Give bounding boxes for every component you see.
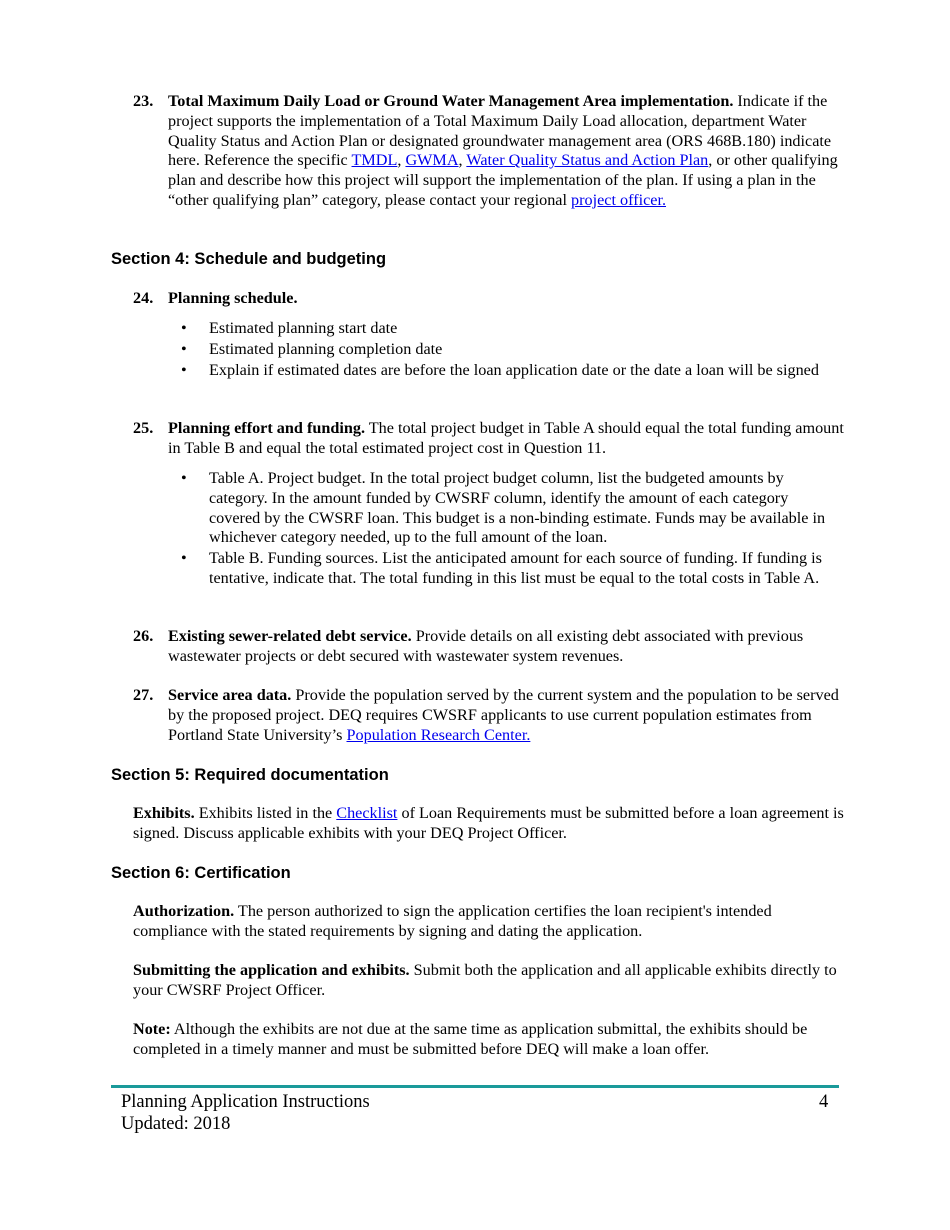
list-item — [168, 361, 828, 381]
question-text: Indicate if the project supports the implementation of a Total Maximum Daily Load allocation, department Water Quality Status and Action Plan or designated groundwater management area (ORS 468B.180) indicate here. Reference the specific — [168, 92, 832, 170]
list-item-text: Explain if estimated dates are before the loan application date or the date a loan will be signed — [209, 360, 819, 379]
list-item — [168, 319, 828, 339]
list-item-text: Table A. Project budget. In the total project budget column, list the budgeted amounts by category. In the amount funded by CWSRF column, identify the amount of each category covered by the CWSRF loan. This budget is a non-binding estimate. Funds may be available in whichever category needed, up to the full amount of the loan. — [209, 469, 826, 547]
question-number: 27. — [133, 686, 154, 704]
paragraph-title: Authorization. — [133, 902, 235, 920]
question-title: Existing sewer-related debt service. — [168, 627, 412, 645]
question-number: 24. — [133, 289, 154, 307]
question-25 — [133, 419, 845, 459]
submitting-paragraph — [133, 961, 845, 1001]
question-number: 23. — [133, 92, 154, 110]
footer-divider — [111, 1085, 839, 1088]
question-title: Planning schedule. — [168, 289, 298, 307]
paragraph-text: Although the exhibits are not due at the same time as application submittal, the exhibits should be completed in a timely manner and must be submitted before DEQ will make a loan offer. — [133, 1020, 808, 1058]
exhibits-paragraph — [133, 804, 845, 844]
authorization-paragraph — [133, 902, 845, 942]
bullet-icon: • — [181, 360, 187, 379]
separator: , — [397, 151, 406, 170]
question-text: , or other qualifying plan and describe how this project will support the implementation of the plan. If using a plan in the “other qualifying plan” category, please contact your regional — [168, 151, 838, 209]
list-item-text: Estimated planning completion date — [209, 339, 443, 358]
list-item-text: Estimated planning start date — [209, 319, 398, 337]
project-officer-link[interactable]: project officer. — [571, 190, 667, 209]
question-text: The total project budget in Table A should equal the total funding amount in Table B and equal the total estimated project cost in Question 11. — [168, 419, 844, 457]
question-27 — [133, 686, 845, 745]
question-text: Provide details on all existing debt associated with previous wastewater projects or debt secured with wastewater system revenues. — [168, 627, 804, 665]
funding-bullet-list — [168, 469, 828, 589]
section-6-heading: Section 6: Certification — [111, 864, 291, 882]
list-item — [168, 340, 828, 360]
section-4-heading: Section 4: Schedule and budgeting — [111, 250, 387, 268]
bullet-icon: • — [181, 469, 187, 487]
question-number: 26. — [133, 627, 154, 645]
separator: , — [458, 151, 467, 170]
question-24 — [133, 289, 845, 309]
bullet-icon: • — [181, 549, 187, 568]
population-research-center-link[interactable]: Population Research Center. — [346, 725, 531, 744]
question-title: Service area data. — [168, 686, 292, 704]
list-item — [168, 549, 828, 589]
question-body — [168, 92, 845, 211]
section-5-heading: Section 5: Required documentation — [111, 766, 389, 784]
question-title: Total Maximum Daily Load or Ground Water Management Area implementation. — [168, 92, 734, 110]
list-item — [168, 469, 828, 548]
paragraph-text: Submit both the application and all applicable exhibits directly to your CWSRF Project Officer. — [133, 961, 837, 999]
note-paragraph — [133, 1020, 845, 1060]
list-item-text: Table B. Funding sources. List the anticipated amount for each source of funding. If funding is tentative, indicate that. The total funding in this list must be equal to the total costs in Table A. — [209, 549, 822, 587]
question-body — [168, 419, 845, 459]
footer — [121, 1091, 370, 1135]
paragraph-text: of Loan Requirements must be submitted before a loan agreement is signed. Discuss applicable exhibits with your DEQ Project Officer. — [133, 804, 844, 842]
paragraph-text: Exhibits listed in the — [194, 804, 337, 822]
schedule-bullet-list — [168, 319, 828, 380]
footer-title: Planning Application Instructions — [121, 1092, 370, 1112]
footer-updated: Updated: 2018 — [121, 1114, 231, 1134]
checklist-link[interactable]: Checklist — [336, 804, 398, 822]
question-body — [168, 686, 845, 745]
paragraph-title: Submitting the application and exhibits. — [133, 961, 410, 979]
bullet-icon: • — [181, 339, 187, 358]
bullet-icon: • — [181, 319, 187, 337]
question-number: 25. — [133, 419, 154, 437]
page-number: 4 — [819, 1092, 829, 1112]
question-body — [168, 289, 845, 309]
gwma-link[interactable]: GWMA — [405, 151, 459, 170]
question-text: Provide the population served by the current system and the population to be served by the proposed project. DEQ requires CWSRF applicants to use current population estimates from Portland State University’s — [168, 686, 839, 744]
water-quality-status-link[interactable]: Water Quality Status and Action Plan — [466, 151, 709, 170]
paragraph-text: The person authorized to sign the application certifies the loan recipient's intended compliance with the stated requirements by signing and dating the application. — [133, 902, 772, 940]
question-body — [168, 627, 845, 667]
question-26 — [133, 627, 845, 667]
paragraph-title: Exhibits. — [133, 804, 195, 822]
question-title: Planning effort and funding. — [168, 419, 365, 437]
paragraph-title: Note: — [133, 1020, 171, 1038]
question-23 — [133, 92, 845, 211]
tmdl-link[interactable]: TMDL — [351, 151, 398, 170]
